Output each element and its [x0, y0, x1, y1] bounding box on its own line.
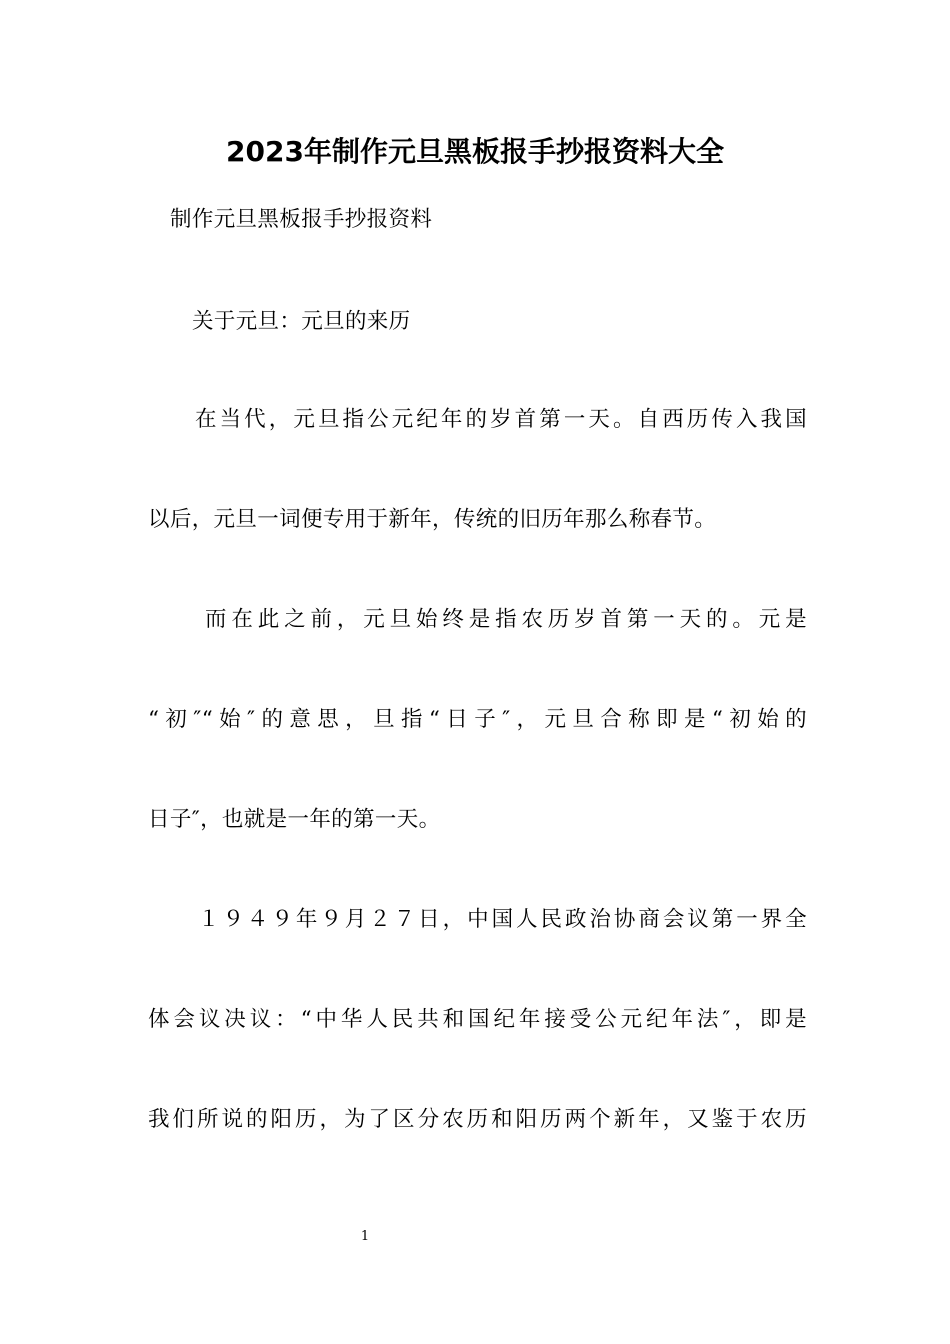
page-number: 1	[360, 1229, 370, 1244]
paragraph-line: 体会议决议：“中华人民共和国纪年接受公元纪年法″，即是	[148, 1007, 807, 1032]
section-heading: 关于元旦：元旦的来历	[192, 309, 411, 334]
paragraph-line: 在当代，元旦指公元纪年的岁首第一天。自西历传入我国	[195, 407, 807, 432]
document-title: 2023年制作元旦黑板报手抄报资料大全	[226, 135, 724, 168]
paragraph-line: “初″“始″的意思，旦指“日子″，元旦合称即是“初始的	[148, 707, 807, 732]
paragraph-line: 以后，元旦一词便专用于新年，传统的旧历年那么称春节。	[148, 507, 717, 532]
paragraph-line: １９４９年９月２７日，中国人民政治协商会议第一界全	[198, 907, 807, 932]
paragraph-line: 日子″，也就是一年的第一天。	[148, 807, 441, 832]
paragraph-line: 而在此之前，元旦始终是指农历岁首第一天的。元是	[205, 607, 807, 632]
paragraph-line: 我们所说的阳历，为了区分农历和阳历两个新年，又鉴于农历	[148, 1107, 807, 1132]
subtitle-line: 制作元旦黑板报手抄报资料	[170, 207, 433, 232]
